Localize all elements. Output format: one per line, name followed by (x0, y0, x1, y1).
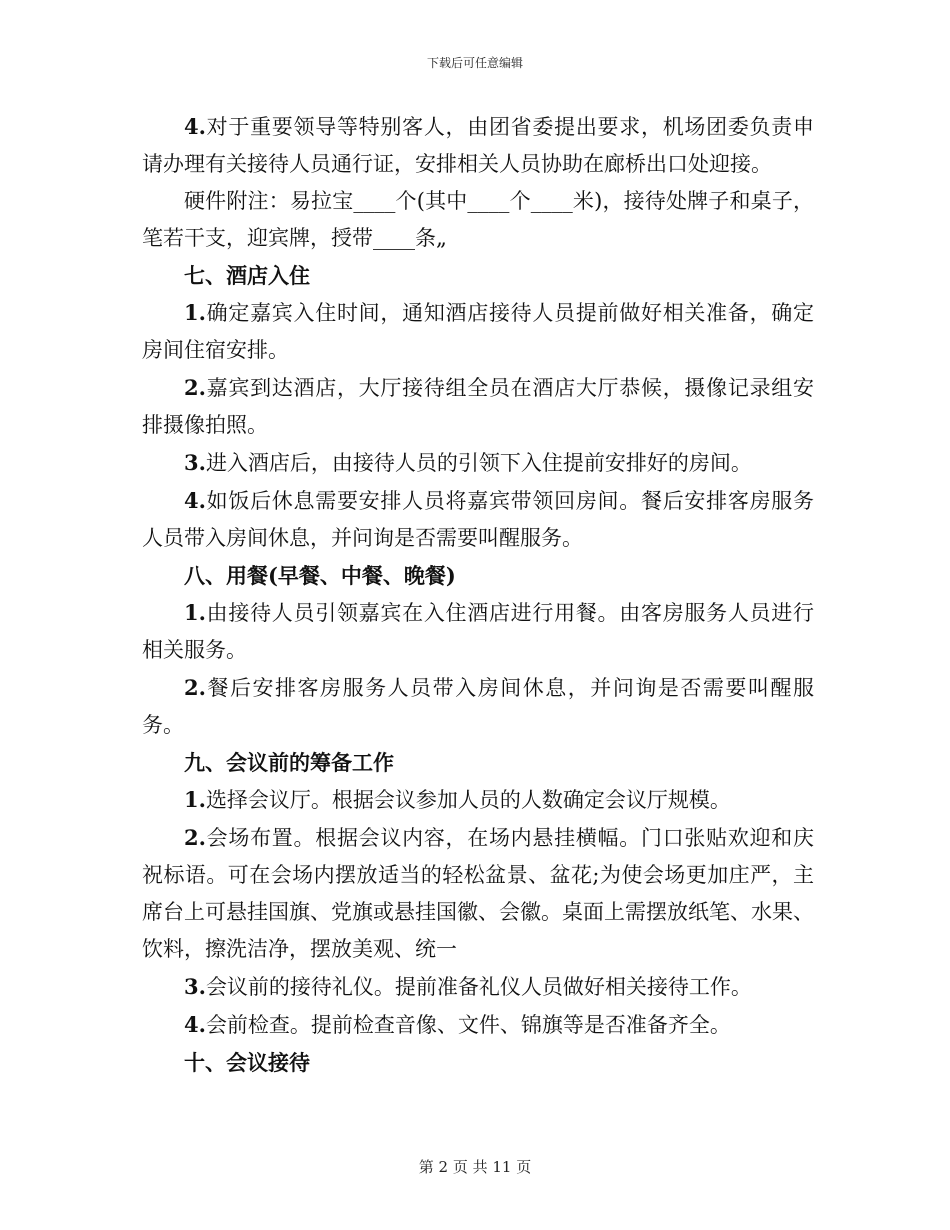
item-number: 4. (184, 114, 206, 139)
item-number: 3. (184, 974, 206, 999)
item-text: 嘉宾到达酒店，大厅接待组全员在酒店大厅恭候，摄像记录组安排摄像拍照。 (142, 376, 814, 437)
item-paragraph (142, 294, 814, 369)
item-text: 由接待人员引领嘉宾在入住酒店进行用餐。由客房服务人员进行相关服务。 (142, 601, 814, 662)
item-text: 确定嘉宾入住时间，通知酒店接待人员提前做好相关准备，确定房间住宿安排。 (142, 301, 814, 362)
item-number: 2. (184, 375, 206, 400)
item-text: 餐后安排客房服务人员带入房间休息，并问询是否需要叫醒服务。 (142, 676, 814, 737)
section-heading: 十、会议接待 (184, 1050, 310, 1075)
item-paragraph (142, 669, 814, 744)
page-header: 下载后可任意编辑 (426, 56, 523, 70)
item-paragraph (142, 108, 814, 183)
section-heading: 八、用餐(早餐、中餐、晚餐) (184, 563, 456, 588)
item-text: 选择会议厅。根据会议参加人员的人数确定会议厅规模。 (205, 788, 731, 812)
item-number: 2. (184, 825, 206, 850)
item-paragraph (142, 482, 814, 557)
item-number: 4. (184, 1012, 206, 1037)
note-paragraph: 硬件附注：易拉宝____个(其中____个____米)，接待处牌子和桌子，笔若干支，迎宾牌，授带____条„ (142, 189, 814, 250)
item-paragraph (142, 819, 814, 968)
item-text: 会前检查。提前检查音像、文件、锦旗等是否准备齐全。 (205, 1013, 731, 1037)
item-text: 会议前的接待礼仪。提前准备礼仪人员做好相关接待工作。 (205, 975, 752, 999)
item-paragraph (142, 968, 814, 1006)
section-heading: 九、会议前的筹备工作 (184, 750, 394, 775)
item-paragraph (142, 369, 814, 444)
item-number: 1. (184, 300, 206, 325)
page-footer: 第 2 页 共 11 页 (418, 1158, 532, 1176)
item-text: 如饭后休息需要安排人员将嘉宾带领回房间。餐后安排客房服务人员带入房间休息，并问询是否需要叫醒服务。 (142, 489, 814, 550)
item-paragraph (142, 1006, 814, 1044)
item-number: 2. (184, 675, 206, 700)
item-paragraph (142, 594, 814, 669)
document-body (142, 108, 814, 1081)
item-number: 4. (184, 488, 206, 513)
section-heading: 七、酒店入住 (184, 263, 310, 288)
item-text: 会场布置。根据会议内容，在场内悬挂横幅。门口张贴欢迎和庆祝标语。可在会场内摆放适当的轻松盆景、盆花;为使会场更加庄严，主席台上可悬挂国旗、党旗或悬挂国徽、会徽。桌面上需摆放纸笔、水果、饮料，擦洗洁净，摆放美观、统一 (142, 826, 814, 961)
item-paragraph (142, 781, 814, 819)
item-number: 1. (184, 600, 206, 625)
item-paragraph (142, 444, 814, 482)
item-text: 对于重要领导等特别客人，由团省委提出要求，机场团委负责申请办理有关接待人员通行证，安排相关人员协助在廊桥出口处迎接。 (142, 115, 814, 176)
item-number: 3. (184, 450, 206, 475)
item-number: 1. (184, 787, 206, 812)
item-text: 进入酒店后，由接待人员的引领下入住提前安排好的房间。 (205, 451, 752, 475)
